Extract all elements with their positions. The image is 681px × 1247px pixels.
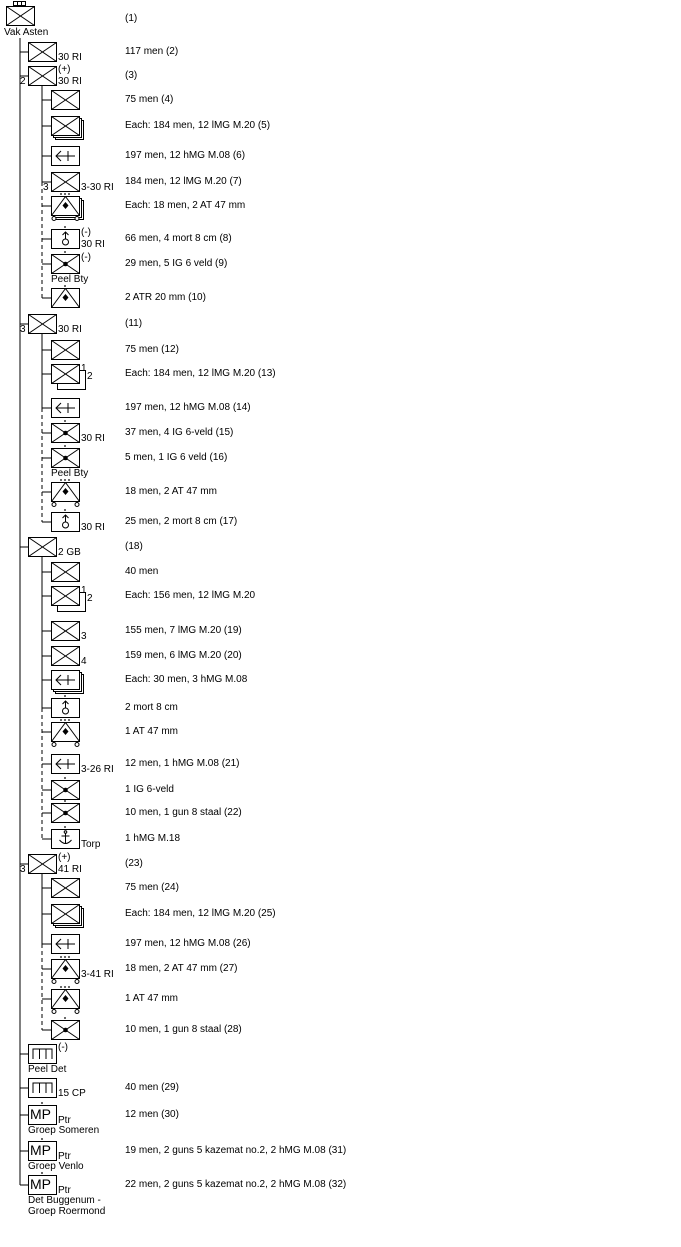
- unit-description: (23): [125, 858, 143, 869]
- unit-description: 117 men (2): [125, 46, 179, 57]
- unit-description: (3): [125, 70, 138, 81]
- unit-parent-label: Ptr: [58, 1115, 71, 1126]
- unit-parent-label: Torp: [81, 839, 101, 850]
- unit-description: 1 hMG M.18: [125, 833, 181, 844]
- unit-description: 75 men (12): [125, 344, 179, 355]
- unit-parent-label: 30 RI: [81, 522, 105, 533]
- mg-unit-symbol: [51, 754, 79, 773]
- unit-description: 1 IG 6-veld: [125, 784, 174, 795]
- unit-description: 1 AT 47 mm: [125, 726, 178, 737]
- unit-parent-label: 3-30 RI: [81, 182, 114, 193]
- unit-parent-label: 3-41 RI: [81, 969, 114, 980]
- unit-strength-modifier: (+): [58, 64, 71, 75]
- unit-count-label: 2: [20, 76, 26, 87]
- unit-parent-label: 30 RI: [81, 239, 105, 250]
- unit-description: 40 men (29): [125, 1082, 179, 1093]
- infantry-unit-symbol: [51, 586, 79, 605]
- unit-count-label: 3: [43, 182, 49, 193]
- infantry-unit-symbol: [51, 878, 79, 897]
- unit-parent-label: 30 RI: [81, 433, 105, 444]
- unit-parent-label: 3: [81, 631, 87, 642]
- unit-description: 2 ATR 20 mm (10): [125, 292, 206, 303]
- unit-description: 37 men, 4 IG 6-veld (15): [125, 427, 234, 438]
- infantry-unit-symbol: [28, 42, 56, 61]
- mg-unit-symbol: [51, 398, 79, 417]
- infantry-unit-symbol: [51, 904, 79, 923]
- at-unit-symbol: [51, 482, 79, 501]
- unit-description: Each: 184 men, 12 lMG M.20 (13): [125, 368, 276, 379]
- infantry-unit-symbol: [51, 646, 79, 665]
- unit-parent-label: 4: [81, 656, 87, 667]
- mg-unit-symbol: [51, 670, 79, 689]
- unit-description: 2 mort 8 cm: [125, 702, 178, 713]
- unit-description: Each: 156 men, 12 lMG M.20: [125, 590, 256, 601]
- unit-description: 19 men, 2 guns 5 kazemat no.2, 2 hMG M.08 (31): [125, 1145, 347, 1156]
- unit-description: 155 men, 7 lMG M.20 (19): [125, 625, 242, 636]
- mp-unit-symbol: [28, 1105, 56, 1124]
- unit-description: 10 men, 1 gun 8 staal (22): [125, 807, 242, 818]
- infantry-unit-symbol: [28, 854, 56, 873]
- stack-count-2: 2: [87, 371, 93, 382]
- infantry-unit-symbol: [51, 90, 79, 109]
- unit-parent-label: Ptr: [58, 1185, 71, 1196]
- mortar-unit-symbol: [51, 229, 79, 248]
- unit-description: 197 men, 12 hMG M.08 (26): [125, 938, 251, 949]
- unit-parent-label: 30 RI: [58, 324, 82, 335]
- unit-description: Each: 184 men, 12 lMG M.20 (25): [125, 908, 276, 919]
- unit-parent-label: 15 CP: [58, 1088, 86, 1099]
- unit-description: 18 men, 2 AT 47 mm (27): [125, 963, 238, 974]
- root-unit-symbol: [6, 6, 34, 25]
- unit-description: 5 men, 1 IG 6 veld (16): [125, 452, 228, 463]
- unit-description: Each: 18 men, 2 AT 47 mm: [125, 200, 246, 211]
- mp-unit-symbol: [28, 1175, 56, 1194]
- unit-description: Each: 30 men, 3 hMG M.08: [125, 674, 248, 685]
- mp-symbol-text: MP: [30, 1142, 51, 1158]
- unit-name-label: Det Buggenum -: [28, 1195, 101, 1206]
- unit-parent-label: 2 GB: [58, 547, 81, 558]
- unit-description: 75 men (24): [125, 882, 179, 893]
- infantry-unit-symbol: [51, 340, 79, 359]
- ig-unit-symbol: [51, 423, 79, 442]
- mortar-unit-symbol: [51, 512, 79, 531]
- infantry-unit-symbol: [51, 621, 79, 640]
- unit-description: 184 men, 12 lMG M.20 (7): [125, 176, 242, 187]
- ig-unit-symbol: [51, 448, 79, 467]
- unit-description: 22 men, 2 guns 5 kazemat no.2, 2 hMG M.08 (32): [125, 1179, 347, 1190]
- infantry-unit-symbol: [51, 172, 79, 191]
- mp-unit-symbol: [28, 1141, 56, 1160]
- unit-description: 197 men, 12 hMG M.08 (14): [125, 402, 251, 413]
- mp-symbol-text: MP: [30, 1176, 51, 1192]
- root-unit-label: Vak Asten: [4, 27, 49, 38]
- unit-name-label: Peel Bty: [51, 468, 89, 479]
- unit-strength-modifier: (-): [81, 227, 91, 238]
- unit-description: (11): [125, 318, 143, 329]
- unit-parent-label: 3-26 RI: [81, 764, 114, 775]
- unit-description: 10 men, 1 gun 8 staal (28): [125, 1024, 242, 1035]
- stack-count-2: 2: [87, 593, 93, 604]
- unit-name-label: Peel Bty: [51, 274, 89, 285]
- infantry-unit-symbol: [28, 66, 56, 85]
- unit-description: 29 men, 5 IG 6 veld (9): [125, 258, 228, 269]
- unit-description: 18 men, 2 AT 47 mm: [125, 486, 217, 497]
- unit-description: 66 men, 4 mort 8 cm (8): [125, 233, 232, 244]
- at-unit-symbol: [51, 196, 79, 215]
- infantry-unit-symbol: [51, 364, 79, 383]
- unit-strength-modifier: (+): [58, 852, 71, 863]
- unit-name-label: Groep Someren: [28, 1125, 100, 1136]
- fort-unit-symbol: [28, 1044, 56, 1063]
- unit-strength-modifier: (-): [58, 1042, 68, 1053]
- atr-unit-symbol: [51, 288, 79, 307]
- mortar-unit-symbol: [51, 698, 79, 717]
- ig-unit-symbol: [51, 254, 79, 273]
- infantry-unit-symbol: [28, 314, 56, 333]
- mp-symbol-text: MP: [30, 1106, 51, 1122]
- unit-description: 197 men, 12 hMG M.08 (6): [125, 150, 246, 161]
- fort-unit-symbol: [28, 1078, 56, 1097]
- at-unit-symbol: [51, 959, 79, 978]
- unit-parent-label: 30 RI: [58, 52, 82, 63]
- unit-parent-label: 41 RI: [58, 864, 82, 875]
- unit-description: 12 men, 1 hMG M.08 (21): [125, 758, 240, 769]
- unit-description: 159 men, 6 lMG M.20 (20): [125, 650, 242, 661]
- ig-unit-symbol: [51, 1020, 79, 1039]
- unit-parent-label: Ptr: [58, 1151, 71, 1162]
- infantry-unit-symbol: [51, 116, 79, 135]
- unit-count-label: 3: [20, 324, 26, 335]
- stack-count-1: 1: [81, 363, 87, 374]
- unit-description: 40 men: [125, 566, 159, 577]
- unit-name-label-2: Groep Roermond: [28, 1206, 106, 1217]
- anchor-unit-symbol: [51, 829, 79, 848]
- unit-name-label: Peel Det: [28, 1064, 67, 1075]
- unit-parent-label: 30 RI: [58, 76, 82, 87]
- mg-unit-symbol: [51, 146, 79, 165]
- mg-unit-symbol: [51, 934, 79, 953]
- ig-unit-symbol: [51, 780, 79, 799]
- unit-description: 1 AT 47 mm: [125, 993, 178, 1004]
- at-unit-symbol: [51, 722, 79, 741]
- ig-unit-symbol: [51, 803, 79, 822]
- root-unit-description: (1): [125, 13, 138, 24]
- unit-description: Each: 184 men, 12 lMG M.20 (5): [125, 120, 271, 131]
- unit-name-label: Groep Venlo: [28, 1161, 84, 1172]
- unit-description: (18): [125, 541, 143, 552]
- unit-description: 25 men, 2 mort 8 cm (17): [125, 516, 238, 527]
- infantry-unit-symbol: [51, 562, 79, 581]
- unit-description: 12 men (30): [125, 1109, 179, 1120]
- at-unit-symbol: [51, 989, 79, 1008]
- stack-count-1: 1: [81, 585, 87, 596]
- unit-description: 75 men (4): [125, 94, 174, 105]
- unit-strength-modifier: (-): [81, 252, 91, 263]
- infantry-unit-symbol: [28, 537, 56, 556]
- unit-count-label: 3: [20, 864, 26, 875]
